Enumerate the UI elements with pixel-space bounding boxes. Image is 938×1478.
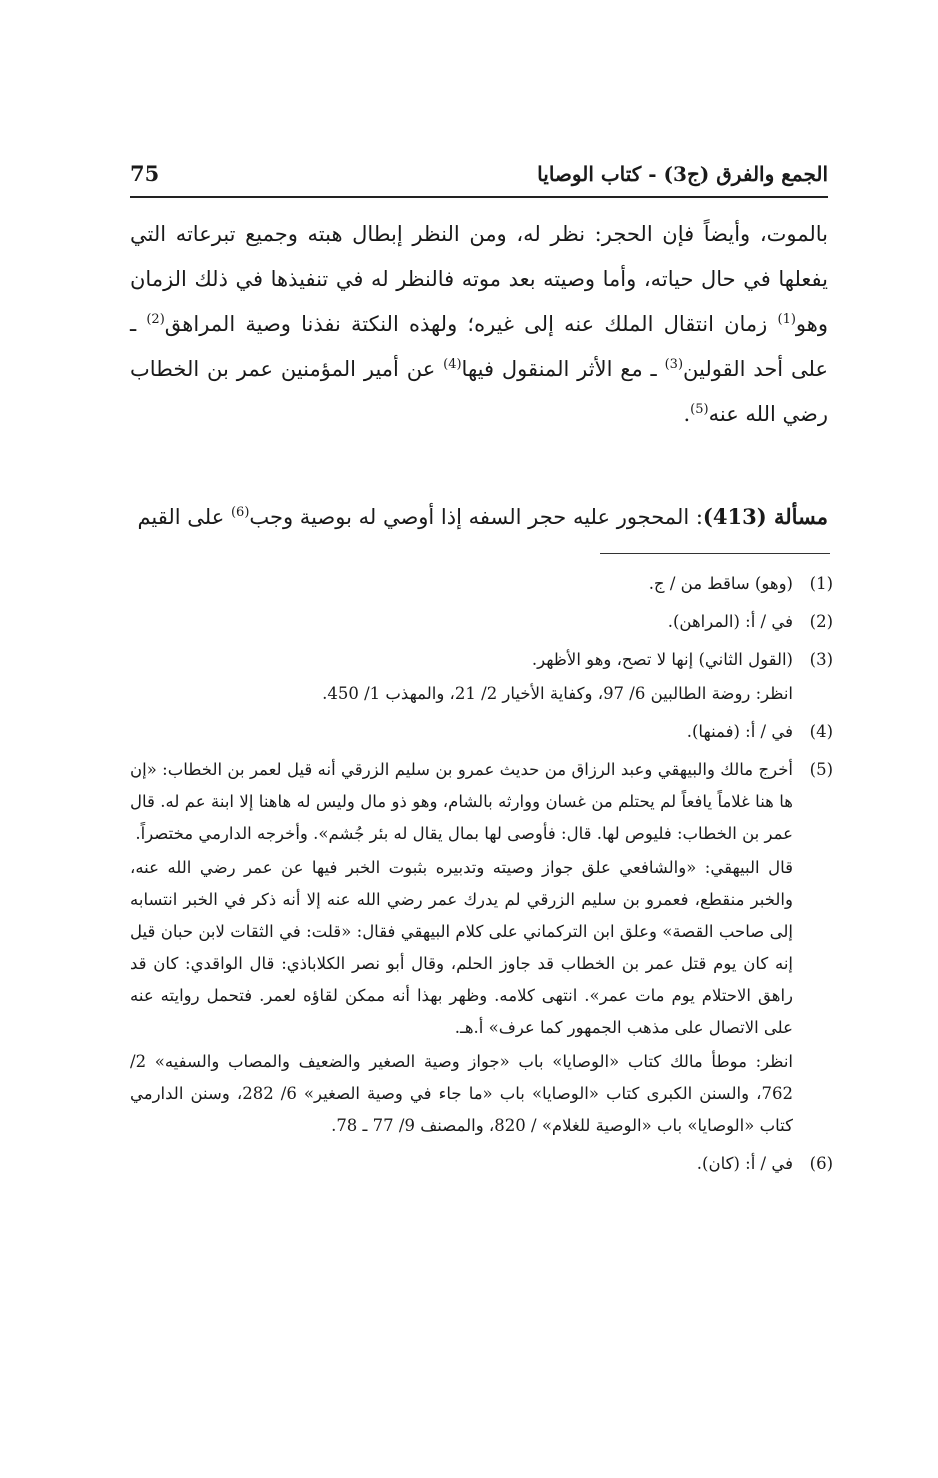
footnote-paragraph: (وهو) ساقط من / ج. bbox=[648, 574, 793, 593]
footnote-paragraph: قال البيهقي: «والشافعي علق جواز وصيته وتدبيره بثبوت الخبر فيها عن عمر رضي الله عنه، والخبر منقطع، فعمرو بن سليم الزرقي لم يدرك عمر رضي الله عنه إلا أنه ذكر في الخبر انتسابه إلى صاحب القصة» وعلق ابن التركماني على كلام البيهقي فقال: «قلت: في الثقات لابن حبان قيل إنه كان يوم قتل عمر بن الخطاب قد جاوز الحلم، وقال أبو نصر الكلاباذي: قال الواقدي: كان قد راهق الاحتلام يوم مات عمر». انتهى كلامه. وظهر بهذا أنه ممكن لقاؤه لعمر. فتحمل روايته عنه على الاتصال على مذهب الجمهور كما عرف» أ.هـ. bbox=[130, 858, 793, 1037]
footnote-paragraph: في / أ: (كان). bbox=[696, 1154, 793, 1173]
footnote bbox=[130, 606, 833, 638]
footnote-body bbox=[130, 606, 793, 638]
footnote-number: (5) bbox=[809, 760, 833, 779]
footnote-paragraph: انظر: روضة الطالبين 6/ 97، وكفاية الأخيار 2/ 21، والمهذب 1/ 450. bbox=[322, 684, 793, 703]
footnote-number: (4) bbox=[809, 722, 833, 741]
footnote-body bbox=[130, 716, 793, 748]
page-number: 75 bbox=[130, 161, 160, 186]
footnote bbox=[130, 754, 833, 1142]
footnote-paragraph: انظر: موطأ مالك كتاب «الوصايا» باب «جواز وصية الصغير والضعيف والمصاب والسفيه» 2/ 762، والسنن الكبرى كتاب «الوصايا» باب «ما جاء في وصية الصغير» 6/ 282، وسنن الدارمي كتاب «الوصايا» باب «الوصية للغلام» / 820، والمصنف 9/ 77 ـ 78. bbox=[130, 1052, 793, 1135]
footnote-paragraph: في / أ: (المراهن). bbox=[667, 612, 793, 631]
footnote-body bbox=[130, 754, 793, 1142]
footnote-paragraph: في / أ: (فمنها). bbox=[686, 722, 793, 741]
footnote bbox=[130, 568, 833, 600]
issue-text: على القيم bbox=[137, 505, 231, 529]
issue-label: مسألة (413) bbox=[702, 504, 828, 529]
body-text-segment: بالموت، وأيضاً فإن الحجر: نظر له، ومن النظر إبطال هبته وجميع تبرعاته التي يفعلها في حال حياته، وأما وصيته بعد موته فالنظر له في تنفيذها في ذلك الزمان وهو bbox=[130, 222, 828, 336]
main-paragraph bbox=[130, 212, 828, 437]
footnote-number: (6) bbox=[809, 1154, 833, 1173]
footnote-ref: (3) bbox=[664, 357, 684, 372]
issue-heading bbox=[130, 494, 828, 540]
footnote-body bbox=[130, 1148, 793, 1180]
footnote-number: (2) bbox=[809, 612, 833, 631]
footnote-ref: (4) bbox=[443, 357, 462, 372]
footnote-body bbox=[130, 568, 793, 600]
body-text-segment: ـ مع الأثر المنقول فيها bbox=[461, 357, 665, 381]
body-text-segment: زمان انتقال الملك عنه إلى غيره؛ ولهذه النكتة نفذنا وصية المراهق bbox=[164, 312, 778, 336]
page-header bbox=[130, 150, 828, 198]
footnote bbox=[130, 644, 833, 710]
body-text-segment: . bbox=[683, 402, 691, 426]
footnote-ref: (1) bbox=[777, 312, 796, 327]
footnote-paragraph: أخرج مالك والبيهقي وعبد الرزاق من حديث عمرو بن سليم الزرقي أنه قيل لعمر بن الخطاب: «إن ها هنا غلاماً يافعاً لم يحتلم من غسان ووارثه بالشام، وهو ذو مال وليس له هاهنا إلا ابنة عم له. قال عمر بن الخطاب: فليوص لها. قال: فأوصى لها بمال يقال له بئر جُشم». وأخرجه الدارمي مختصراً. bbox=[130, 760, 793, 843]
footnote bbox=[130, 716, 833, 748]
footnote-number: (1) bbox=[809, 574, 833, 593]
footnote-ref: (6) bbox=[230, 505, 250, 520]
footnote-number: (3) bbox=[809, 650, 833, 669]
running-title: الجمع والفرق (ج3) - كتاب الوصايا bbox=[537, 162, 828, 186]
body-text bbox=[130, 212, 828, 437]
body-text-segment: ـ على أحد القولين bbox=[130, 312, 828, 381]
footnote-paragraph: (القول الثاني) إنها لا تصح، وهو الأظهر. bbox=[531, 650, 793, 669]
footnote-ref: (2) bbox=[146, 312, 165, 327]
footnote-body bbox=[130, 644, 793, 710]
body-text-segment: عن أمير المؤمنين عمر بن الخطاب رضي الله عنه bbox=[130, 357, 828, 426]
footnote bbox=[130, 1148, 833, 1180]
footnote-ref: (5) bbox=[690, 402, 709, 417]
issue-text: : المحجور عليه حجر السفه إذا أوصي له بوصية وجب bbox=[249, 505, 703, 529]
footnote-separator bbox=[600, 553, 830, 554]
footnotes bbox=[130, 568, 833, 1180]
